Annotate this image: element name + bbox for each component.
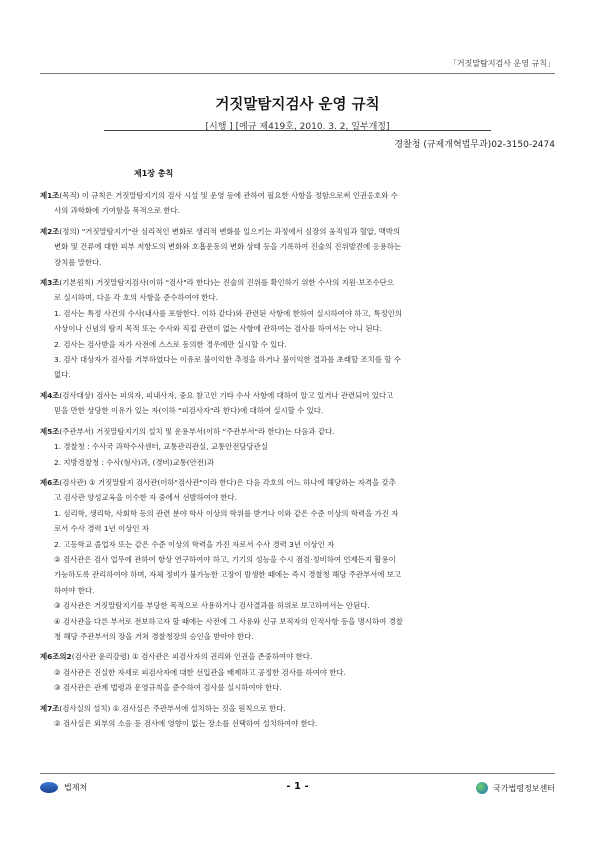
header-divider <box>40 73 555 74</box>
article-text: (검사실의 설치) ① 검사실은 주관부서에 설치하는 것을 원칙으로 한다. <box>59 703 286 713</box>
article-item: 로서 수사 경력 1년 이상인 자 <box>54 524 149 534</box>
article-text: 사의 과학화에 기여함을 목적으로 한다. <box>54 206 180 216</box>
article-label: 제6조 <box>40 477 60 487</box>
footer-right <box>476 782 555 794</box>
article-item: 없다. <box>54 370 71 380</box>
article-line <box>40 290 557 305</box>
article-text: 로 실시하며, 다음 각 호의 사항을 준수하여야 한다. <box>54 293 218 303</box>
article-4 <box>40 388 557 419</box>
meta-divider <box>104 130 491 131</box>
page-number: - 1 - <box>286 781 309 792</box>
footer-divider <box>40 773 555 774</box>
article-item: 2. 고등학교 졸업자 또는 같은 수준 이상의 학력을 가진 자로서 수사 경력 3년 이상인 자 <box>54 539 335 549</box>
article-item: 청 해당 주관부서의 장을 거쳐 경찰청장의 승인을 받아야 한다. <box>54 631 254 641</box>
law-center-logo-icon <box>476 782 488 794</box>
footer-left-text: 법제처 <box>64 783 88 792</box>
article-heading-line <box>40 475 557 490</box>
ministry-contact: 경찰청 (규제개혁법무과)02-3150-2474 <box>394 140 555 150</box>
article-label: 제3조 <box>40 278 60 288</box>
page-footer <box>40 782 555 798</box>
articles-body <box>40 188 557 736</box>
enforcement-info: [시행 ] [예규 제419호, 2010. 3. 2, 일부개정] <box>205 122 390 132</box>
article-heading-line <box>40 701 557 716</box>
article-heading-line <box>40 188 557 203</box>
article-item: 2. 검사는 검사받을 자가 사전에 스스로 동의한 경우에만 실시할 수 있다. <box>54 339 287 349</box>
article-label: 제7조 <box>40 703 60 713</box>
article-label: 제2조 <box>40 226 60 236</box>
article-item: 1. 검사는 특정 사건의 수사(내사를 포함한다. 이하 같다)와 관련된 사항에 한하여 실시하여야 하고, 특정인의 <box>54 308 402 318</box>
article-heading-line <box>40 649 557 664</box>
article-item: ② 검사관은 검사 업무에 관하여 항상 연구하여야 하고, 기기의 성능을 수시 점검·정비하여 언제든지 활용이 <box>54 554 396 564</box>
article-7 <box>40 649 557 695</box>
article-heading-line <box>40 424 557 439</box>
article-2 <box>40 224 557 270</box>
article-8 <box>40 701 557 732</box>
article-heading-line <box>40 224 557 239</box>
article-item: 1. 심리학, 생리학, 사회학 등의 관련 분야 학사 이상의 학위를 받거나 이와 같은 수준 이상의 학력을 가진 자 <box>54 508 399 518</box>
article-line <box>40 490 557 505</box>
article-item: 사상이나 신념의 탐지 목적 또는 수사와 직접 관련이 없는 사항에 관하여는 검사를 하여서는 아니 된다. <box>54 324 382 334</box>
article-label: 제5조 <box>40 426 60 436</box>
article-line <box>40 203 557 218</box>
article-item: 가능하도록 관리하여야 하며, 자체 정비가 불가능한 고장이 발생한 때에는 즉시 경찰청 해당 주관부서에 보고 <box>54 570 402 580</box>
article-text: (목적) 이 규칙은 거짓말탐지기의 검사 시설 및 운영 등에 관하여 필요한 사항을 정함으로써 인권옹호와 수 <box>59 191 398 200</box>
article-text: 고 검사관 양성교육을 이수한 자 중에서 선발하여야 한다. <box>54 493 238 503</box>
article-item: 3. 검사 대상자가 검사를 거부하였다는 이유로 불이익한 추정을 하거나 불이익한 결과를 초래할 조치를 할 수 <box>54 355 401 365</box>
article-text: (검사관 윤리강령) ① 검사관은 피검사자의 권리와 인권을 존중하여야 한다. <box>71 652 313 662</box>
article-item: ③ 검사관은 거짓말탐지기를 부당한 목적으로 사용하거나 검사결과를 허위로 보고하여서는 안된다. <box>54 601 370 611</box>
article-1 <box>40 188 557 219</box>
article-line <box>40 403 557 418</box>
article-label: 제1조 <box>40 191 60 200</box>
running-header: 「거짓말탐지검사 운영 규칙」 <box>448 59 555 68</box>
article-text: 믿을 만한 상당한 이유가 있는 자(이하 "피검사자"라 한다)에 대하여 실시할 수 있다. <box>54 406 324 416</box>
article-text: (기본원칙) 거짓말탐지검사(이하 "검사"라 한다)는 진술의 진위를 확인하기 위한 수사의 지원·보조수단으 <box>59 278 394 288</box>
chapter-heading: 제1장 총칙 <box>134 169 174 178</box>
article-item: ③ 검사관은 관계 법령과 운영규칙을 준수하여 검사를 실시하여야 한다. <box>54 683 282 693</box>
article-item: ② 검사실은 외부의 소음 등 검사에 영향이 없는 장소를 선택하여 설치하여야 한다. <box>54 719 318 728</box>
article-item: ② 검사관은 진실한 자세로 피검사자에 대한 선입관을 배제하고 공정한 검사를 하여야 한다. <box>54 667 346 677</box>
article-text: 변화 및 건류에 대한 피부 저항도의 변화와 호흡운동의 변화 상태 등을 기록하여 진술의 진위발견에 응용하는 <box>54 242 402 252</box>
article-3 <box>40 275 557 383</box>
article-6 <box>40 475 557 644</box>
article-label: 제6조의2 <box>40 652 72 662</box>
article-label: 제4조 <box>40 390 60 400</box>
article-line <box>40 239 557 254</box>
footer-right-text: 국가법령정보센터 <box>493 783 555 793</box>
article-text: (주관부서) 거짓말탐지기의 설치 및 운용부서(이하 "주관부서"라 한다)는 다음과 같다. <box>59 426 335 436</box>
article-item: 하여야 한다. <box>54 585 95 595</box>
article-text: 장치를 말한다. <box>54 257 102 267</box>
article-5 <box>40 424 557 470</box>
article-text: (검사대상) 검사는 피의자, 피내사자, 중요 참고인 기타 수사 사항에 대하여 알고 있거나 관련되어 있다고 <box>59 390 394 400</box>
article-item: 2. 지방경찰청 : 수사(형사)과, (경비)교통(안전)과 <box>54 457 214 467</box>
article-heading-line <box>40 275 557 290</box>
article-text: (정의) "거짓말탐지기"란 심리적인 변화로 생리적 변화를 일으키는 과정에서 심장의 움직임과 혈압, 맥박의 <box>59 226 401 236</box>
article-heading-line <box>40 388 557 403</box>
article-text: (검사관) ① 거짓말탐지 검사관(이하"검사관"이라 한다)은 다음 각호의 어느 하나에 해당하는 자격을 갖추 <box>59 477 396 487</box>
article-item: ④ 검사관을 다른 부서로 전보하고자 할 때에는 사전에 그 사유와 신규 보직자의 인적사항 등을 명시하여 경찰 <box>54 616 403 626</box>
article-item: 1. 경찰청 : 수사국 과학수사센터, 교통관리관실, 교통안전담당관실 <box>54 442 268 452</box>
document-title: 거짓말탐지검사 운영 규칙 <box>215 97 380 113</box>
article-line <box>40 255 557 270</box>
